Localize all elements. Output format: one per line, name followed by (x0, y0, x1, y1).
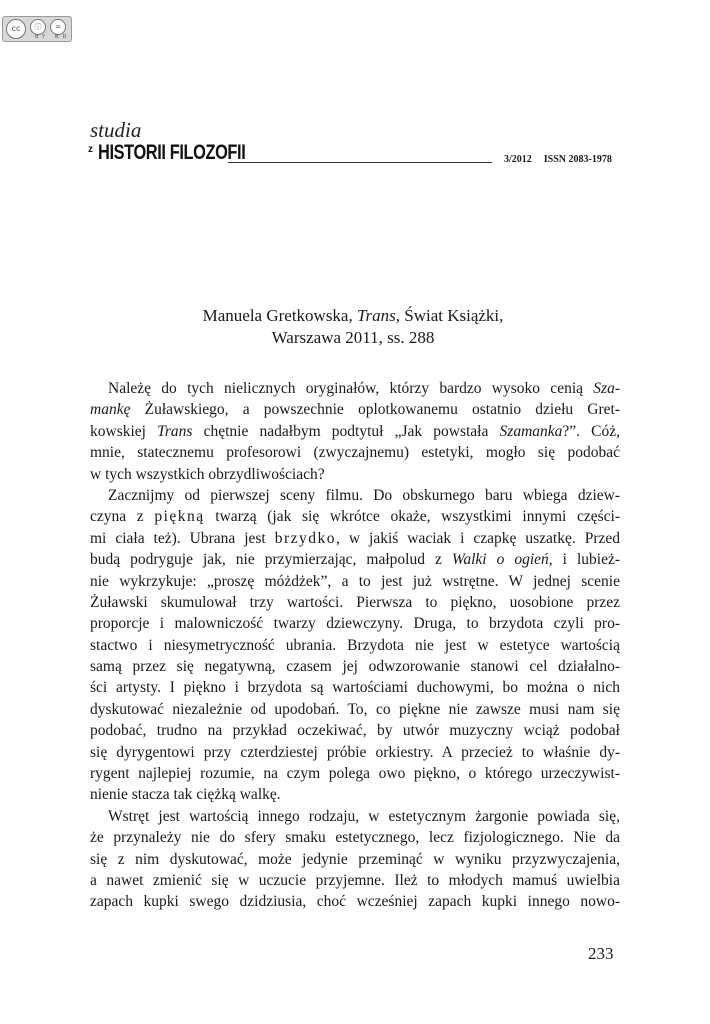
text-line: Żuławski skumulował trzy wartości. Pierwsza to piękno, uosobione przez (90, 593, 620, 611)
issue-number: 3/2012 (504, 154, 532, 165)
book-reference-line-1: Manuela Gretkowska, Trans, Świat Książki, (202, 306, 504, 325)
text-line: zapach kupki swego dzidziusia, choć wcześniej zapach kupki innego nowo- (90, 893, 620, 911)
license-badge (2, 16, 72, 42)
text-line: kowskiej Trans chętnie nadałbym podtytuł „Jak powstała Szamanka?”. Cóż, (90, 422, 620, 440)
nd-icon: = (50, 19, 66, 35)
text-line: a nawet zmienić się w uczucie przyjemne. Ileż to młodych mamuś uwielbia (90, 871, 620, 889)
text-line: rygent najlepiej rozumie, na czym polega owo piękno, o którego urzeczywist- (90, 765, 620, 783)
text-line: Wstręt jest wartością innego rodzaju, w estetycznym żargonie powiada się, (108, 807, 620, 825)
text-line: dyskutować niezależnie od upodobań. To, co piękne nie zawsze musi nam się (90, 700, 620, 718)
review-body (90, 378, 620, 913)
text-line: stactwo i niesymetryczność ubrania. Brzydota nie jest w estetyce wartością (90, 636, 620, 654)
text-line: nie wykrzykuje: „proszę móżdżek”, a to jest już wstrętne. W jednej scenie (90, 572, 620, 590)
text-line: proporcje i malowniczość twarzy dziewczyny. Druga, to brzydota czyli pro- (90, 615, 620, 633)
journal-header (88, 118, 618, 168)
journal-logo-main: HISTORII FILOZOFII (98, 141, 246, 164)
text-line: w tych wszystkich obrzydliwościach? (90, 465, 325, 483)
text-line: mankę Żuławskiego, a powszechnie oplotkowanemu ostatnio dziełu Gret- (90, 401, 620, 419)
book-reference (88, 305, 618, 349)
page-number: 233 (588, 944, 614, 963)
text-line: się z nim dyskutować, może jedynie przeminąć w wyniku przyzwyczajenia, (90, 850, 620, 868)
text-line: ści artysty. I piękno i brzydota są wartościami duchowymi, bo można o nich (90, 679, 620, 697)
text-line: mnie, statecznemu profesorowi (zwyczajnemu) estetyki, mogło się podobać (90, 444, 620, 462)
journal-logo-z: z (88, 144, 93, 155)
by-icon: ⓘ (30, 19, 46, 35)
text-line: że przynależy nie do sfery smaku estetycznego, lecz fizjologicznego. Nie da (90, 829, 620, 847)
issn: ISSN 2083-1978 (543, 154, 612, 165)
text-line: Należę do tych nielicznych oryginałów, którzy bardzo wysoko cenią Sza- (108, 380, 620, 397)
text-line: mi ciała też). Ubrana jest brzydko, w jakiś waciak i czapkę uszatkę. Przed (90, 529, 620, 547)
text-line: budą podryguje jak, nie przymierzając, małpolud z Walki o ogień, i lubież- (90, 551, 620, 569)
license-labels: BY ND (35, 34, 71, 40)
journal-logo-top: studia (90, 118, 142, 142)
text-line: Zacznijmy od pierwszej sceny filmu. Do obskurnego baru wbiega dziew- (108, 486, 620, 504)
cc-icon: cc (6, 19, 26, 39)
text-line: samą przez się negatywną, czasem jej odwzorowanie stanowi cel działalno- (90, 658, 620, 676)
book-title: Trans (356, 306, 396, 325)
book-reference-line-2: Warszawa 2011, ss. 288 (271, 328, 435, 347)
text-line: podobać, trudno na przykład oczekiwać, by utwór muzyczny wciąż podobał (90, 722, 620, 740)
issue-info (504, 154, 612, 165)
text-line: się dyrygentowi przy czterdziestej próbie orkiestry. A przecież to właśnie dy- (90, 743, 620, 761)
text-line: nienie stacza tak ciężką walkę. (90, 786, 281, 804)
text-line: czyna z piękną twarzą (jak się wkrótce okaże, wszystkimi innymi części- (90, 508, 620, 526)
header-rule (228, 162, 492, 163)
